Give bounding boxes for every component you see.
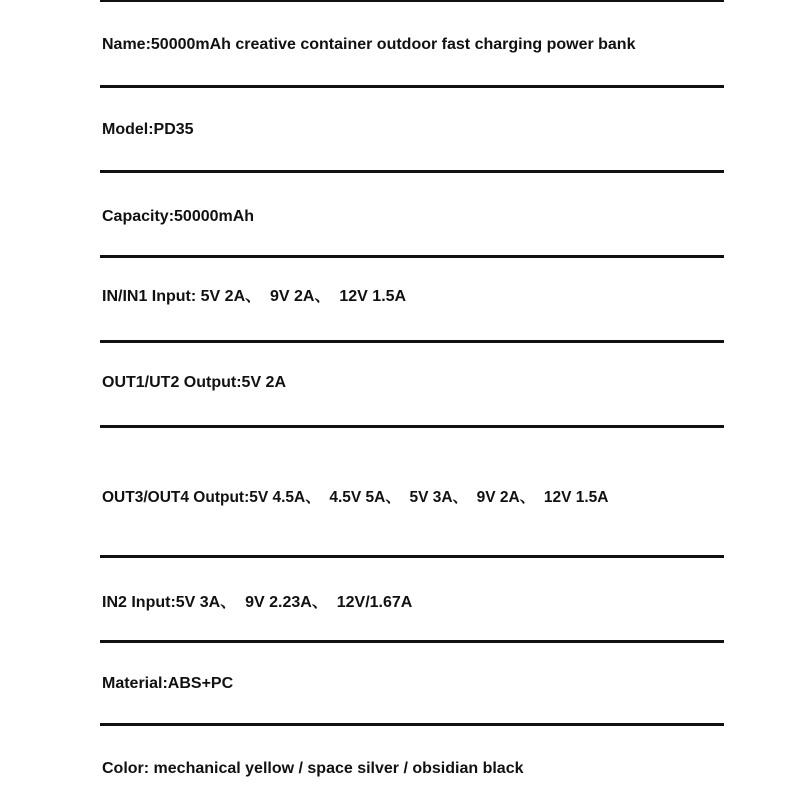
divider [100, 0, 724, 2]
spec-color: Color: mechanical yellow / space silver / obsidian black [102, 760, 524, 777]
divider [100, 340, 724, 343]
spec-in-in1-input: IN/IN1 Input: 5V 2A、 9V 2A、 12V 1.5A [102, 288, 407, 305]
spec-capacity: Capacity:50000mAh [102, 208, 255, 225]
spec-material: Material:ABS+PC [102, 675, 234, 692]
spec-in2-input: IN2 Input:5V 3A、 9V 2.23A、 12V/1.67A [102, 594, 413, 611]
spec-name: Name:50000mAh creative container outdoor fast charging power bank [102, 36, 636, 53]
divider [100, 425, 724, 428]
divider [100, 640, 724, 643]
divider [100, 555, 724, 558]
divider [100, 170, 724, 173]
divider [100, 85, 724, 88]
spec-out1-out2-output: OUT1/UT2 Output:5V 2A [102, 374, 287, 391]
spec-out3-out4-output: OUT3/OUT4 Output:5V 4.5A、 4.5V 5A、 5V 3A、 9V 2A、 12V 1.5A [102, 489, 609, 506]
spec-model: Model:PD35 [102, 121, 194, 138]
divider [100, 255, 724, 258]
divider [100, 723, 724, 726]
